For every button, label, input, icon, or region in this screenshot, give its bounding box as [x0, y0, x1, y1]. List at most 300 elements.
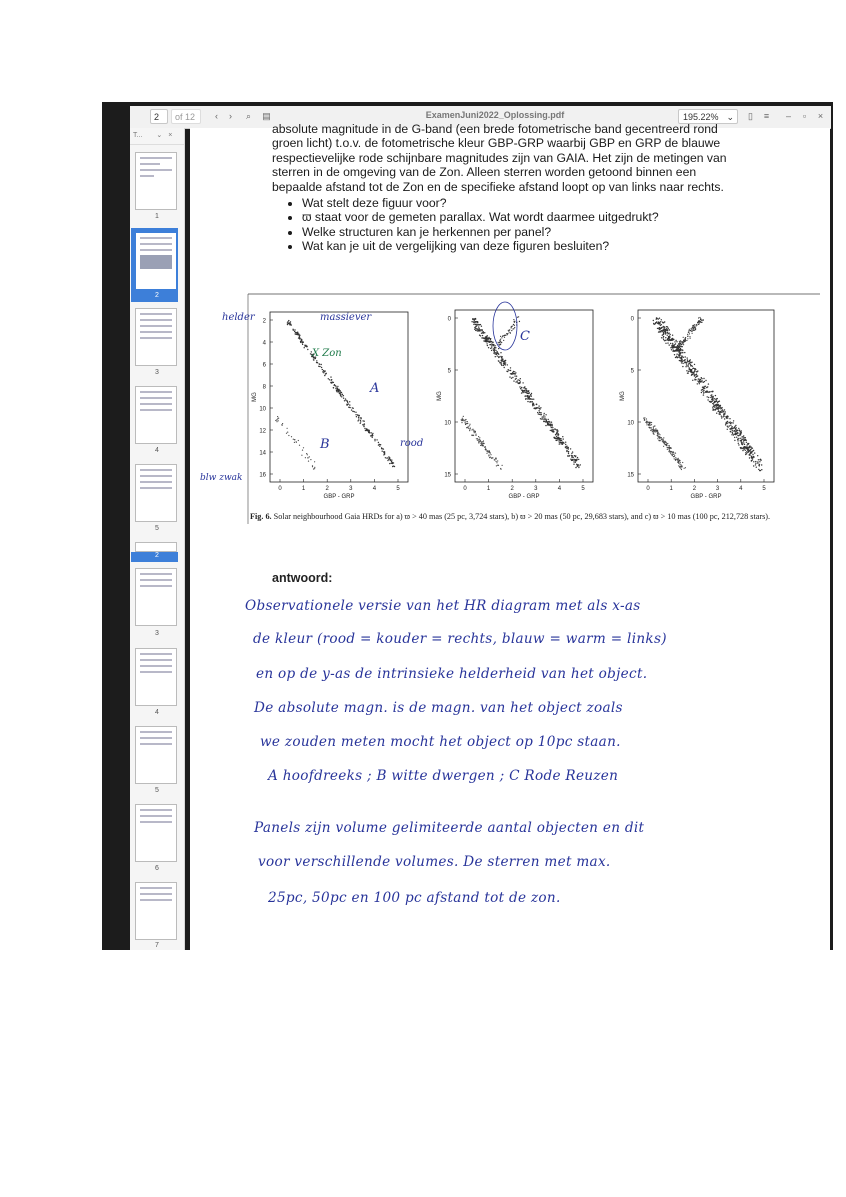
giant-branch-point: [688, 332, 689, 333]
main-sequence-point: [322, 369, 323, 370]
white-dwarf-point: [478, 441, 479, 442]
main-sequence-point: [713, 409, 714, 410]
annotation-c: C: [520, 329, 530, 344]
close-icon[interactable]: ×: [168, 132, 173, 139]
main-sequence-point: [529, 401, 530, 402]
menu-icon[interactable]: ≡: [763, 111, 770, 121]
giant-branch-point: [682, 346, 683, 347]
main-sequence-point: [363, 426, 364, 427]
giant-branch-point: [501, 342, 502, 343]
main-sequence-point: [665, 337, 666, 338]
white-dwarf-point: [671, 448, 672, 449]
white-dwarf-point: [672, 455, 673, 456]
main-sequence-point: [555, 429, 556, 430]
main-sequence-point: [659, 328, 660, 329]
white-dwarf-point: [649, 422, 650, 423]
main-sequence-point: [491, 347, 492, 348]
main-sequence-point: [755, 464, 756, 465]
white-dwarf-point: [478, 439, 479, 440]
main-sequence-point: [689, 368, 690, 369]
white-dwarf-point: [473, 435, 474, 436]
main-sequence-point: [360, 423, 361, 424]
main-sequence-point: [533, 404, 534, 405]
main-sequence-point: [385, 457, 386, 458]
main-sequence-point: [480, 335, 481, 336]
chevron-right-icon[interactable]: ›: [229, 111, 232, 121]
white-dwarf-point: [658, 432, 659, 433]
white-dwarf-point: [651, 427, 652, 428]
white-dwarf-point: [479, 441, 480, 442]
white-dwarf-point: [308, 461, 309, 462]
page-total-label: of 12: [171, 109, 201, 124]
white-dwarf-point: [464, 422, 465, 423]
x-tick-label: 2: [692, 486, 697, 492]
main-sequence-point: [688, 371, 689, 372]
main-sequence-point: [559, 443, 560, 444]
main-sequence-point: [540, 414, 541, 415]
giant-branch-point: [693, 327, 694, 328]
page-thumbnail[interactable]: [135, 726, 177, 784]
giant-branch-point: [493, 344, 494, 345]
white-dwarf-point: [658, 433, 659, 434]
main-sequence-point: [699, 380, 700, 381]
white-dwarf-point: [475, 432, 476, 433]
white-dwarf-point: [282, 423, 283, 424]
white-dwarf-point: [680, 462, 681, 463]
page-thumbnail[interactable]: [135, 464, 177, 522]
main-sequence-point: [754, 452, 755, 453]
main-sequence-point: [707, 392, 708, 393]
main-sequence-point: [357, 420, 358, 421]
main-sequence-point: [485, 336, 486, 337]
main-sequence-point: [724, 409, 725, 410]
page-number-input[interactable]: 2: [150, 109, 168, 124]
giant-branch-point: [683, 344, 684, 345]
main-sequence-point: [390, 460, 391, 461]
main-sequence-point: [337, 386, 338, 387]
main-sequence-point: [520, 378, 521, 379]
main-sequence-point: [557, 437, 558, 438]
main-sequence-point: [514, 373, 515, 374]
main-sequence-point: [537, 412, 538, 413]
white-dwarf-point: [662, 441, 663, 442]
main-sequence-point: [533, 403, 534, 404]
main-sequence-point: [681, 359, 682, 360]
white-dwarf-point: [465, 419, 466, 420]
main-sequence-point: [734, 437, 735, 438]
white-dwarf-point: [465, 421, 466, 422]
document-page: [190, 122, 830, 950]
white-dwarf-point: [680, 468, 681, 469]
giant-branch-point: [682, 343, 683, 344]
main-sequence-point: [568, 453, 569, 454]
white-dwarf-point: [485, 448, 486, 449]
answer-line: en op de y-as de intrinsieke helderheid van het object.: [256, 666, 648, 682]
main-sequence-point: [694, 375, 695, 376]
maximize-icon[interactable]: ▫: [802, 111, 807, 121]
white-dwarf-point: [684, 468, 685, 469]
y-tick-label: 10: [627, 420, 634, 427]
minimize-icon[interactable]: –: [785, 111, 791, 121]
white-dwarf-point: [480, 443, 481, 444]
main-sequence-point: [557, 432, 558, 433]
main-sequence-point: [681, 362, 682, 363]
answer-line: Panels zijn volume gelimiteerde aantal objecten en dit: [254, 820, 645, 836]
main-sequence-point: [496, 354, 497, 355]
main-sequence-point: [503, 361, 504, 362]
giant-branch-point: [504, 337, 505, 338]
question-line: respectievelijke rode schijnbare magnitudes zijn van GAIA. Het zijn de metingen van: [272, 150, 727, 165]
main-sequence-point: [668, 336, 669, 337]
x-tick-label: 0: [463, 486, 467, 492]
main-sequence-point: [666, 330, 667, 331]
page-thumbnail-number: 6: [155, 865, 159, 872]
white-dwarf-point: [489, 457, 490, 458]
main-sequence-point: [560, 438, 561, 439]
giant-branch-point: [681, 341, 682, 342]
main-sequence-point: [505, 364, 506, 365]
main-sequence-point: [661, 319, 662, 320]
main-sequence-point: [506, 371, 507, 372]
x-tick-label: 4: [557, 486, 562, 492]
white-dwarf-point: [676, 458, 677, 459]
main-sequence-point: [566, 446, 567, 447]
main-sequence-point: [486, 341, 487, 342]
y-tick-label: 12: [259, 428, 266, 435]
main-sequence-point: [523, 391, 524, 392]
main-sequence-point: [486, 338, 487, 339]
main-sequence-point: [319, 366, 320, 367]
page-thumbnail[interactable]: [135, 804, 177, 862]
y-tick-label: 2: [262, 318, 266, 325]
main-sequence-point: [501, 360, 502, 361]
giant-branch-point: [692, 329, 693, 330]
main-sequence-point: [376, 439, 377, 440]
main-sequence-point: [550, 430, 551, 431]
white-dwarf-point: [685, 467, 686, 468]
main-sequence-point: [670, 334, 671, 335]
main-sequence-point: [478, 328, 479, 329]
main-sequence-point: [387, 460, 388, 461]
main-sequence-point: [757, 455, 758, 456]
main-sequence-point: [360, 417, 361, 418]
main-sequence-point: [517, 382, 518, 383]
page-thumbnail[interactable]: [135, 542, 177, 552]
main-sequence-point: [745, 439, 746, 440]
main-sequence-point: [697, 383, 698, 384]
main-sequence-point: [703, 390, 704, 391]
main-sequence-point: [711, 396, 712, 397]
main-sequence-point: [575, 456, 576, 457]
main-sequence-point: [347, 402, 348, 403]
giant-branch-point: [508, 330, 509, 331]
main-sequence-point: [483, 331, 484, 332]
giant-branch-point: [695, 329, 696, 330]
main-sequence-point: [656, 321, 657, 322]
main-sequence-point: [563, 438, 564, 439]
white-dwarf-point: [655, 430, 656, 431]
main-sequence-point: [730, 431, 731, 432]
main-sequence-point: [676, 349, 677, 350]
white-dwarf-point: [488, 452, 489, 453]
main-sequence-point: [729, 418, 730, 419]
white-dwarf-point: [669, 448, 670, 449]
white-dwarf-point: [649, 423, 650, 424]
main-sequence-point: [578, 459, 579, 460]
main-sequence-point: [700, 379, 701, 380]
x-tick-label: 1: [669, 486, 673, 492]
main-sequence-point: [724, 414, 725, 415]
main-sequence-point: [661, 337, 662, 338]
page-icon[interactable]: ▯: [748, 111, 753, 121]
main-sequence-point: [672, 343, 673, 344]
main-sequence-point: [383, 451, 384, 452]
main-sequence-point: [752, 459, 753, 460]
main-sequence-point: [705, 391, 706, 392]
main-sequence-point: [729, 425, 730, 426]
caption-bold: Fig. 6.: [250, 512, 272, 521]
main-sequence-point: [761, 464, 762, 465]
main-sequence-point: [740, 447, 741, 448]
main-sequence-point: [744, 437, 745, 438]
giant-branch-point: [701, 320, 702, 321]
main-sequence-point: [355, 414, 356, 415]
page-thumbnail[interactable]: [135, 882, 177, 940]
white-dwarf-point: [476, 438, 477, 439]
main-sequence-point: [738, 443, 739, 444]
main-sequence-point: [701, 378, 702, 379]
main-sequence-point: [494, 352, 495, 353]
main-sequence-point: [747, 448, 748, 449]
main-sequence-point: [519, 380, 520, 381]
main-sequence-point: [346, 405, 347, 406]
main-sequence-point: [661, 327, 662, 328]
page-thumbnail-number: 5: [155, 787, 159, 794]
page-thumbnail[interactable]: [135, 308, 177, 366]
main-sequence-point: [682, 356, 683, 357]
main-sequence-point: [761, 469, 762, 470]
main-sequence-point: [739, 430, 740, 431]
main-sequence-point: [343, 395, 344, 396]
main-sequence-point: [551, 427, 552, 428]
question-line: bepaalde afstand tot de Zon en de specifieke afstand loopt op van links naar rechts.: [272, 179, 724, 194]
white-dwarf-point: [677, 459, 678, 460]
page-thumbnail-number: 4: [155, 709, 159, 716]
main-sequence-point: [573, 457, 574, 458]
main-sequence-point: [489, 344, 490, 345]
giant-branch-point: [680, 341, 681, 342]
page-thumbnail-number: 3: [155, 369, 159, 376]
page-thumbnail-number: 4: [155, 447, 159, 454]
white-dwarf-point: [496, 462, 497, 463]
main-sequence-point: [657, 323, 658, 324]
page-thumbnail[interactable]: [135, 152, 177, 210]
main-sequence-point: [702, 389, 703, 390]
main-sequence-point: [713, 404, 714, 405]
close-icon[interactable]: ×: [817, 111, 824, 121]
main-sequence-point: [360, 421, 361, 422]
giant-branch-point: [517, 317, 518, 318]
main-sequence-point: [720, 411, 721, 412]
main-sequence-point: [386, 458, 387, 459]
white-dwarf-point: [489, 450, 490, 451]
figure-caption: [250, 512, 810, 522]
main-sequence-point: [545, 421, 546, 422]
main-sequence-point: [575, 467, 576, 468]
page-thumbnail[interactable]: [135, 568, 177, 626]
white-dwarf-point: [464, 420, 465, 421]
main-sequence-point: [740, 433, 741, 434]
main-sequence-point: [737, 435, 738, 436]
main-sequence-point: [498, 348, 499, 349]
main-sequence-point: [325, 373, 326, 374]
main-sequence-point: [703, 394, 704, 395]
giant-branch-point: [514, 321, 515, 322]
y-axis-label: MG: [437, 391, 443, 401]
main-sequence-point: [717, 402, 718, 403]
main-sequence-point: [669, 337, 670, 338]
main-sequence-point: [759, 461, 760, 462]
main-sequence-point: [565, 442, 566, 443]
main-sequence-point: [529, 398, 530, 399]
white-dwarf-point: [470, 428, 471, 429]
main-sequence-point: [731, 426, 732, 427]
main-sequence-point: [540, 418, 541, 419]
chevron-down-icon: ⌄: [156, 132, 163, 139]
main-sequence-point: [302, 344, 303, 345]
white-dwarf-point: [469, 424, 470, 425]
giant-branch-point: [690, 330, 691, 331]
main-sequence-point: [364, 421, 365, 422]
answer-line: de kleur (rood = kouder = rechts, blauw = warm = links): [253, 631, 667, 647]
main-sequence-point: [733, 420, 734, 421]
white-dwarf-point: [659, 438, 660, 439]
main-sequence-point: [548, 419, 549, 420]
main-sequence-point: [343, 398, 344, 399]
main-sequence-point: [496, 353, 497, 354]
white-dwarf-point: [277, 416, 278, 417]
main-sequence-point: [732, 433, 733, 434]
main-sequence-point: [383, 448, 384, 449]
white-dwarf-point: [678, 458, 679, 459]
main-sequence-point: [549, 421, 550, 422]
white-dwarf-point: [314, 468, 315, 469]
main-sequence-point: [687, 359, 688, 360]
white-dwarf-point: [294, 442, 295, 443]
white-dwarf-point: [682, 466, 683, 467]
main-sequence-point: [515, 381, 516, 382]
main-sequence-point: [576, 464, 577, 465]
y-tick-label: 15: [444, 472, 451, 479]
main-sequence-point: [571, 460, 572, 461]
sidebar-header[interactable]: T... ⌄ ×: [130, 128, 184, 145]
giant-branch-point: [699, 321, 700, 322]
main-sequence-point: [725, 424, 726, 425]
main-sequence-point: [718, 413, 719, 414]
white-dwarf-point: [651, 424, 652, 425]
white-dwarf-point: [275, 420, 276, 421]
main-sequence-point: [678, 349, 679, 350]
y-axis-label: MG: [252, 392, 258, 402]
main-sequence-point: [727, 429, 728, 430]
page-thumbnail[interactable]: [135, 386, 177, 444]
main-sequence-point: [487, 345, 488, 346]
main-sequence-point: [516, 378, 517, 379]
main-sequence-point: [522, 382, 523, 383]
main-sequence-point: [674, 354, 675, 355]
main-sequence-point: [519, 386, 520, 387]
main-sequence-point: [560, 440, 561, 441]
main-sequence-point: [487, 335, 488, 336]
main-sequence-point: [348, 403, 349, 404]
question-line: absolute magnitude in de G-band (een brede fotometrische band gecentreerd rond: [272, 122, 718, 136]
main-sequence-point: [544, 413, 545, 414]
search-icon[interactable]: ⌕: [245, 111, 252, 121]
white-dwarf-point: [463, 419, 464, 420]
white-dwarf-point: [500, 468, 501, 469]
main-sequence-point: [495, 356, 496, 357]
main-sequence-point: [521, 387, 522, 388]
main-sequence-point: [559, 442, 560, 443]
main-sequence-point: [548, 423, 549, 424]
main-sequence-point: [726, 418, 727, 419]
giant-branch-point: [518, 316, 519, 317]
x-tick-label: 5: [581, 486, 585, 492]
giant-branch-point: [501, 337, 502, 338]
white-dwarf-point: [475, 435, 476, 436]
main-sequence-point: [290, 321, 291, 322]
giant-branch-point: [503, 340, 504, 341]
page-thumbnail-selected[interactable]: [135, 232, 177, 290]
main-sequence-point: [671, 349, 672, 350]
main-sequence-point: [752, 454, 753, 455]
giant-branch-point: [498, 344, 499, 345]
main-sequence-point: [384, 452, 385, 453]
chevron-left-icon[interactable]: ‹: [215, 111, 218, 121]
white-dwarf-point: [276, 421, 277, 422]
main-sequence-point: [658, 331, 659, 332]
white-dwarf-point: [276, 419, 277, 420]
sidebar-toggle-icon[interactable]: ▤: [262, 111, 271, 121]
giant-branch-point: [687, 334, 688, 335]
white-dwarf-point: [486, 453, 487, 454]
annotation-circle: [493, 302, 517, 350]
white-dwarf-point: [654, 431, 655, 432]
main-sequence-point: [495, 353, 496, 354]
question-list: [272, 196, 812, 254]
main-sequence-point: [351, 409, 352, 410]
main-sequence-point: [378, 444, 379, 445]
white-dwarf-point: [497, 460, 498, 461]
page-thumbnail[interactable]: [135, 648, 177, 706]
answer-line: 25pc, 50pc en 100 pc afstand tot de zon.: [268, 890, 561, 906]
main-sequence-point: [665, 343, 666, 344]
main-sequence-point: [663, 339, 664, 340]
white-dwarf-point: [288, 435, 289, 436]
main-sequence-point: [524, 387, 525, 388]
main-sequence-point: [497, 353, 498, 354]
white-dwarf-point: [484, 447, 485, 448]
white-dwarf-point: [314, 467, 315, 468]
main-sequence-point: [657, 328, 658, 329]
x-tick-label: 1: [301, 486, 306, 492]
y-tick-label: 10: [444, 420, 451, 427]
main-sequence-point: [383, 454, 384, 455]
white-dwarf-point: [678, 461, 679, 462]
main-sequence-point: [669, 339, 670, 340]
main-sequence-point: [577, 466, 578, 467]
main-sequence-point: [690, 365, 691, 366]
